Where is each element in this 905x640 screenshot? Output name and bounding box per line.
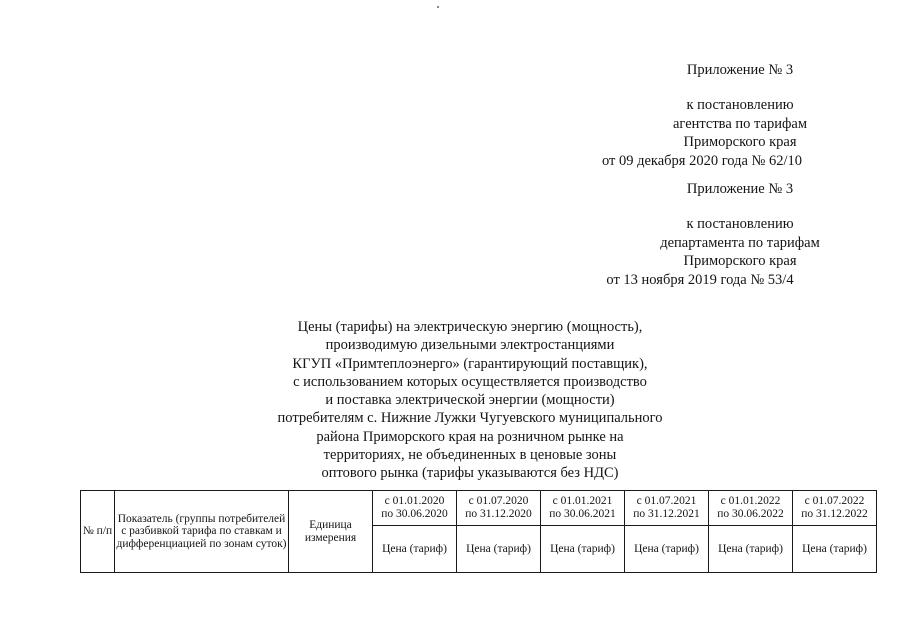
header-period <box>373 491 457 526</box>
header-price: Цена (тариф) <box>457 526 541 573</box>
annex-2-title <box>540 180 905 199</box>
period-from: с 01.07.2020 <box>468 495 529 507</box>
period-from: с 01.07.2021 <box>636 495 697 507</box>
title-line: Цены (тарифы) на электрическую энергию (мощность), <box>297 319 643 335</box>
table-header-row-periods <box>81 491 877 526</box>
title-line: производимую дизельными электростанциями <box>325 337 615 354</box>
period-from: с 01.01.2021 <box>552 495 613 507</box>
header-price: Цена (тариф) <box>709 526 793 573</box>
header-period <box>709 491 793 526</box>
header-price: Цена (тариф) <box>625 526 709 573</box>
period-to: по 31.12.2020 <box>465 508 532 520</box>
header-indicator: Показатель (группы потребителей с разбивкой тарифа по ставкам и дифференциацией по зонам суток) <box>115 491 289 573</box>
annex-1-line: агентства по тарифам <box>673 115 807 132</box>
title-line: оптового рынка (тарифы указываются без НДС) <box>321 465 619 482</box>
annex-2-line: департамента по тарифам <box>660 234 820 251</box>
annex-1-title <box>540 61 905 80</box>
annex-2-line: Приморского края <box>683 253 797 269</box>
header-period <box>793 491 877 526</box>
period-to: по 30.06.2022 <box>717 508 784 520</box>
period-from: с 01.01.2022 <box>720 495 781 507</box>
annex-2-line: к постановлению <box>686 216 794 232</box>
scan-speck <box>437 6 439 8</box>
annex-1-line: Приморского края <box>683 134 797 150</box>
period-to: по 31.12.2022 <box>801 508 868 520</box>
title-line: и поставка электрической энергии (мощности) <box>325 392 615 409</box>
annex-2-title-text: Приложение № 3 <box>686 181 794 197</box>
title-line: КГУП «Примтеплоэнерго» (гарантирующий поставщик), <box>292 355 648 372</box>
header-number: № п/п <box>81 491 115 573</box>
annex-1-line: от 09 декабря 2020 года № 62/10 <box>601 152 803 169</box>
header-period <box>625 491 709 526</box>
period-to: по 30.06.2020 <box>381 508 448 520</box>
title-line: территориях, не объединенных в ценовые зоны <box>323 447 617 464</box>
period-from: с 01.01.2020 <box>384 495 445 507</box>
header-period <box>457 491 541 526</box>
document-title <box>240 318 700 483</box>
annex-1-line: к постановлению <box>686 97 794 113</box>
annex-2-body <box>540 215 905 289</box>
annex-2-line: от 13 ноября 2019 года № 53/4 <box>606 271 794 288</box>
title-line: потребителям с. Нижние Лужки Чугуевского муниципального <box>277 410 663 427</box>
annex-1-title-text: Приложение № 3 <box>686 62 794 78</box>
header-period <box>541 491 625 526</box>
title-line: с использованием которых осуществляется производство <box>293 373 647 390</box>
tariff-table <box>80 490 877 573</box>
period-to: по 30.06.2021 <box>549 508 616 520</box>
header-price: Цена (тариф) <box>373 526 457 573</box>
period-from: с 01.07.2022 <box>804 495 865 507</box>
header-price: Цена (тариф) <box>541 526 625 573</box>
title-line: района Приморского края на розничном рынке на <box>316 428 624 445</box>
header-unit: Единица измерения <box>289 491 373 573</box>
header-price: Цена (тариф) <box>793 526 877 573</box>
period-to: по 31.12.2021 <box>633 508 700 520</box>
annex-1-body <box>540 96 905 170</box>
